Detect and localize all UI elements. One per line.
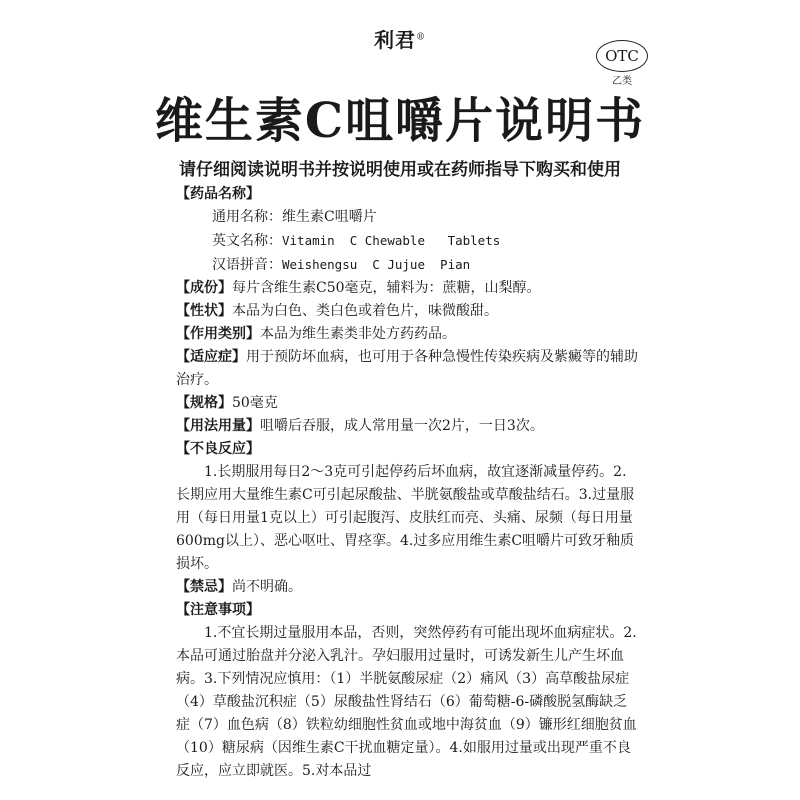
category-text: 本品为维生素类非处方药药品。 <box>260 326 456 342</box>
brand-logo <box>360 24 440 53</box>
generic-name-label: 通用名称： <box>212 209 282 225</box>
dosage-text: 咀嚼后吞服，成人常用量一次2片，一日3次。 <box>260 418 544 434</box>
otc-class: 乙类 <box>612 76 632 87</box>
section-heading-ingredients: 【成份】 <box>176 280 232 296</box>
precautions-text: 1.不宜长期过量服用本品，否则，突然停药有可能出现坏血病症状。2.本品可通过胎盘并分泌入乳汁。孕妇服用过量时，可诱发新生儿产生坏血病。3.下列情况应慎用：（1）半胱氨酸尿症（2）痛风（3）高草酸盐尿症（4）草酸盐沉积症（5）尿酸盐性肾结石（6）葡萄糖-6-磷酸脱氢酶缺乏症（7）血色病（8）铁粒幼细胞性贫血或地中海贫血（9）镰形红细胞贫血（10）糖尿病（因维生素C干扰血糖定量）。4.如服用过量或出现严重不良反应，应立即就医。5.对本品过 <box>176 625 637 779</box>
section-heading-adverse: 【不良反应】 <box>176 441 260 457</box>
adverse-text: 1.长期服用每日2～3克可引起停药后坏血病，故宜逐渐减量停药。2.长期应用大量维生素C可引起尿酸盐、半胱氨酸盐或草酸盐结石。3.过量服用（每日用量1克以上）可引起腹泻、皮肤红而亮、头痛、尿频（每日用量600mg以上）、恶心呕吐、胃痉挛。4.过多应用维生素C咀嚼片可致牙釉质损坏。 <box>176 464 635 572</box>
pinyin-name-value: Weishengsu C Jujue Pian <box>282 257 471 272</box>
section-heading-strength: 【规格】 <box>176 395 232 411</box>
english-name-row <box>176 229 638 253</box>
section-heading-indications: 【适应症】 <box>176 349 246 365</box>
section-description <box>176 300 638 323</box>
english-name-label: 英文名称： <box>212 233 282 249</box>
section-category <box>176 323 638 346</box>
ingredients-text: 每片含维生素C50毫克，辅料为：蔗糖，山梨醇。 <box>232 280 541 296</box>
section-heading-dosage: 【用法用量】 <box>176 418 260 434</box>
brand-name: 利君 <box>374 28 416 52</box>
generic-name-value: 维生素C咀嚼片 <box>282 209 377 225</box>
generic-name-row <box>176 206 638 229</box>
section-dosage <box>176 415 638 438</box>
leaflet-body <box>176 183 638 783</box>
pinyin-name-row <box>176 253 638 277</box>
section-strength <box>176 392 638 415</box>
section-heading-name: 【药品名称】 <box>176 186 260 202</box>
contraindications-text: 尚不明确。 <box>232 579 302 595</box>
page-title: 维生素C咀嚼片说明书 <box>154 93 646 149</box>
section-indications <box>176 346 638 392</box>
pinyin-name-label: 汉语拼音： <box>212 257 282 273</box>
description-text: 本品为白色、类白色或着色片，味微酸甜。 <box>232 303 498 319</box>
section-contraindications <box>176 576 638 599</box>
english-name-value: Vitamin C Chewable Tablets <box>282 233 501 248</box>
indications-text: 用于预防坏血病，也可用于各种急慢性传染疾病及紫癜等的辅助治疗。 <box>176 349 638 388</box>
otc-label: OTC <box>605 47 639 65</box>
strength-text: 50毫克 <box>232 395 278 411</box>
otc-badge <box>596 40 648 72</box>
page-subtitle: 请仔细阅读说明书并按说明使用或在药师指导下购买和使用 <box>179 160 621 180</box>
section-heading-precautions: 【注意事项】 <box>176 602 260 618</box>
section-heading-description: 【性状】 <box>176 303 232 319</box>
section-ingredients <box>176 277 638 300</box>
registered-mark: ® <box>416 32 426 43</box>
section-heading-contraindications: 【禁忌】 <box>176 579 232 595</box>
section-heading-category: 【作用类别】 <box>176 326 260 342</box>
